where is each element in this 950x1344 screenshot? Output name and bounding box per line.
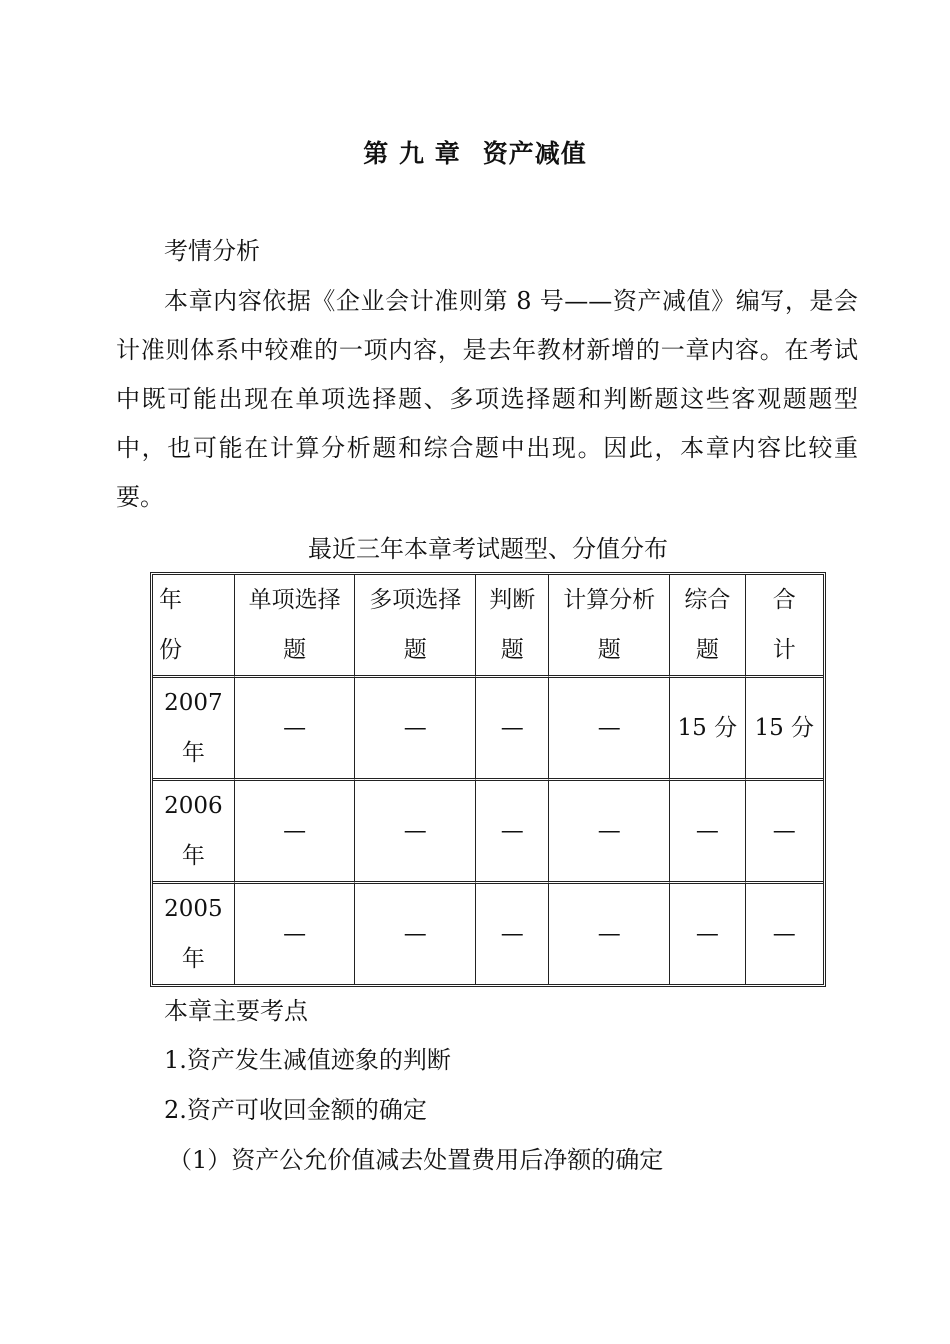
table-cell: —: [670, 781, 745, 884]
table-cell: —: [235, 884, 356, 984]
table-row: [153, 884, 823, 984]
table-cell: —: [772, 921, 796, 947]
chapter-name: 资产减值: [482, 139, 587, 168]
table-cell: —: [476, 884, 549, 984]
table-cell: —: [549, 884, 670, 984]
table-cell: —: [476, 781, 549, 884]
analysis-heading: 考情分析: [164, 237, 260, 265]
analysis-paragraph: 本章内容依据《企业会计准则第 8 号——资产减值》编写，是会计准则体系中较难的一项内容，是去年教材新增的一章内容。在考试中既可能出现在单项选择题、多项选择题和判断题这些客观题题型中，也可能在计算分析题和综合题中出现。因此，本章内容比较重要。: [116, 287, 858, 511]
table-cell: —: [355, 781, 476, 884]
table-cell: —: [670, 884, 745, 984]
key-points-heading: 本章主要考点: [164, 997, 308, 1025]
table-cell: —: [746, 781, 823, 884]
row-year: 2006 年: [153, 781, 235, 884]
header-single-choice: 单项选择 题: [235, 575, 356, 678]
header-multiple-choice: 多项选择 题: [355, 575, 476, 678]
chapter-title: [0, 134, 950, 170]
table-cell: 15 分: [746, 678, 823, 781]
header-true-false: 判断 题: [476, 575, 549, 678]
table-caption: 最近三年本章考试题型、分值分布: [308, 535, 668, 563]
header-year: 年份: [153, 575, 235, 678]
table-cell: —: [235, 678, 356, 781]
table-cell: —: [355, 678, 476, 781]
key-point-item: 1.资产发生减值迹象的判断: [164, 1046, 451, 1074]
key-point-item: （1）资产公允价值减去处置费用后净额的确定: [168, 1146, 664, 1174]
table-header-row: [153, 575, 823, 678]
table-row: [153, 678, 823, 781]
key-point-item: 2.资产可收回金额的确定: [164, 1096, 427, 1124]
score-distribution-table: [150, 572, 826, 987]
table-cell: —: [355, 884, 476, 984]
row-year: 2007 年: [153, 678, 235, 781]
header-total: 合 计: [746, 575, 823, 678]
row-year: 2005 年: [153, 884, 235, 984]
table-cell: —: [476, 678, 549, 781]
header-comprehensive: 综合 题: [670, 575, 745, 678]
header-calculation: 计算分析 题: [549, 575, 670, 678]
table-cell: —: [549, 781, 670, 884]
table-cell: —: [549, 678, 670, 781]
table-cell: 15 分: [670, 678, 745, 781]
chapter-number: 第 九 章: [363, 139, 461, 168]
table-row: [153, 781, 823, 884]
table-cell: —: [235, 781, 356, 884]
